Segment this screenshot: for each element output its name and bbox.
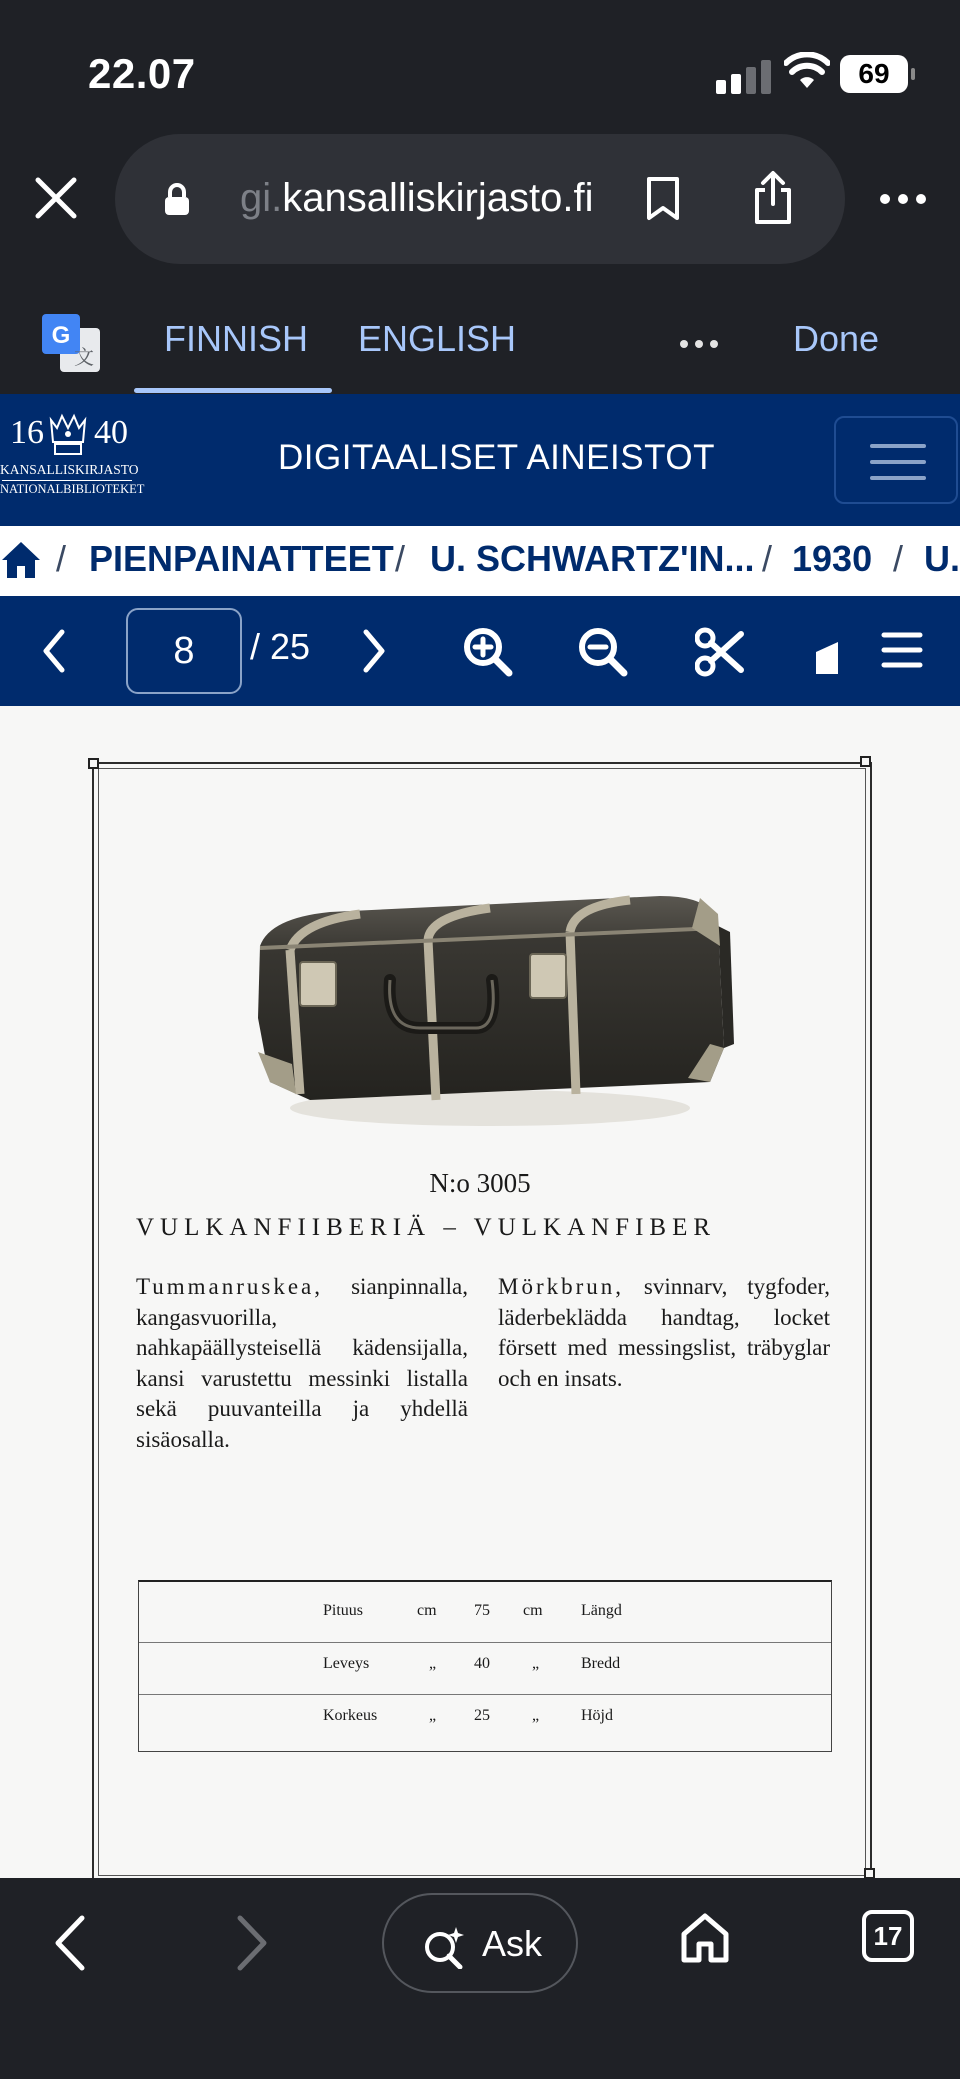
material-heading: VULKANFIIBERIÄ – VULKANFIBER [136,1214,717,1241]
description-swedish-body: svinnarv, tygfoder, läderbeklädda handtag, locket försett med messingslist, träbyglar och en insats. [498,1274,830,1391]
logo-year-right: 40 [94,414,128,451]
dimension-value: 40 [474,1655,490,1672]
battery-indicator: 69 [840,55,908,93]
viewer-toolbar [0,596,960,706]
breadcrumb-separator: / [762,538,773,579]
dimension-unit: „ [532,1707,540,1724]
wifi-icon [784,52,830,92]
dimension-label-fi: Korkeus [323,1707,378,1724]
logo-name-finnish: KANSALLISKIRJASTO [0,462,139,477]
next-page-icon[interactable] [360,628,388,674]
model-number: N:o 3005 [429,1168,531,1198]
google-translate-icon [42,314,100,372]
site-header [0,394,960,526]
frame-corner [88,758,99,769]
dimension-label-fi: Leveys [323,1655,370,1672]
dimension-label-sv: Höjd [581,1707,613,1724]
breadcrumb-item-title[interactable]: U. [924,538,960,579]
tabs-count-button[interactable]: 17 [862,1910,914,1962]
nav-menu-button[interactable] [834,416,958,504]
active-tab-indicator [134,388,332,393]
more-icon[interactable] [880,194,926,206]
home-icon[interactable] [0,540,42,580]
ask-label: Ask [482,1923,543,1964]
done-button[interactable]: Done [793,318,880,359]
dimension-value: 25 [474,1707,490,1724]
table-row [139,1642,831,1694]
dimension-unit: „ [429,1707,437,1724]
home-icon[interactable] [680,1912,730,1964]
site-logo[interactable] [0,412,145,512]
dimension-label-fi: Pituus [323,1602,364,1619]
lock-icon [163,182,191,216]
share-icon[interactable] [751,170,795,226]
sparkle-search-icon [422,1925,468,1969]
breadcrumb-item-collection[interactable]: PIENPAINATTEET [89,538,394,579]
document-page [0,706,960,1878]
breadcrumb-separator: / [395,538,406,579]
document-viewer[interactable] [0,706,960,1878]
logo-divider [2,480,132,481]
page-total: / 25 [250,626,311,667]
ask-button[interactable] [382,1893,578,1993]
close-icon[interactable] [30,172,82,224]
tab-target-language[interactable]: ENGLISH [358,318,517,359]
dimension-value: 75 [474,1602,490,1619]
dimension-label-sv: Längd [581,1602,622,1619]
prev-page-icon[interactable] [40,628,68,674]
breadcrumb-separator: / [56,538,67,579]
cellular-signal-icon [716,58,772,94]
browser-chrome [0,0,960,394]
breadcrumb-item-year[interactable]: 1930 [792,538,873,579]
dimensions-table [138,1580,832,1752]
suitcase-illustration [240,868,740,1138]
table-row [139,1590,831,1642]
svg-text:文: 文 [74,345,94,369]
dimension-unit: „ [532,1655,540,1672]
breadcrumb-separator: / [893,538,904,579]
zoom-in-icon[interactable] [462,626,514,678]
back-icon[interactable] [52,1914,88,1972]
menu-icon[interactable] [880,630,924,670]
dimension-label-sv: Bredd [581,1655,621,1672]
dimension-unit: „ [429,1655,437,1672]
breadcrumb-item-publisher[interactable]: U. SCHWARTZ'IN... [430,538,755,579]
description-finnish-lead: Tummanruskea, [136,1274,324,1299]
forward-icon[interactable] [234,1914,270,1972]
description-finnish [136,1272,468,1455]
zoom-out-icon[interactable] [577,626,629,678]
page-number-input[interactable]: 8 [126,608,242,694]
bottom-toolbar [0,1878,960,2079]
translate-more-icon[interactable] [680,340,720,350]
table-row [139,1694,831,1746]
tab-source-language[interactable]: FINNISH [164,318,308,359]
site-title[interactable]: DIGITAALISET AINEISTOT [278,438,715,477]
description-finnish-body: sianpinnalla, kangasvuorilla, nahkapäällysteisellä kädensijalla, kansi varustettu messinki listalla sekä puuvanteilla ja yhdellä sisäosalla. [136,1274,468,1452]
dimension-unit: cm [523,1602,543,1619]
frame-corner [860,756,871,767]
url-text[interactable]: gi.kansalliskirjasto.fi [240,176,594,220]
bookmark-icon[interactable] [645,176,681,222]
scissors-icon[interactable] [695,626,745,678]
status-time: 22.07 [88,50,196,97]
address-bar[interactable] [115,134,845,264]
description-swedish [498,1272,830,1394]
svg-text:G: G [51,322,71,349]
logo-name-swedish: NATIONALBIBLIOTEKET [0,482,145,496]
crop-icon[interactable] [810,628,844,676]
breadcrumb [0,526,960,596]
frame-corner [864,1868,875,1878]
crown-icon [47,412,89,458]
dimension-unit: cm [417,1602,437,1619]
logo-year-left: 16 [10,414,44,451]
description-swedish-lead: Mörkbrun, [498,1274,625,1299]
